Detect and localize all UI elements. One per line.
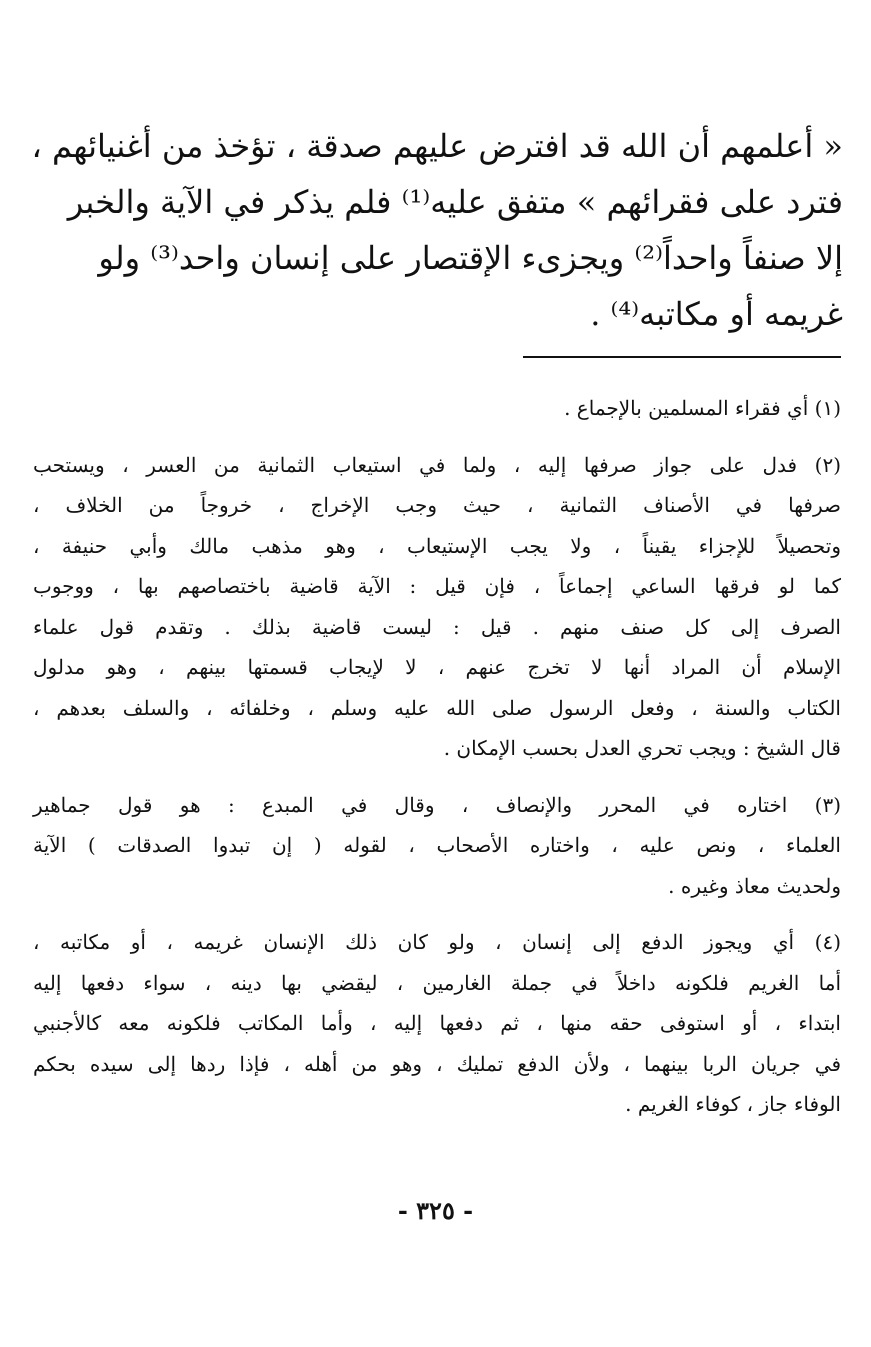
footnote-line: (٢) فدل على جواز صرفها إليه ، ولما في استيعاب الثمانية من العسر ، ويستحب xyxy=(33,452,841,477)
footnote-separator xyxy=(523,356,841,358)
footnote-3 xyxy=(33,785,841,907)
footnote-line: صرفها في الأصناف الثمانية ، حيث وجب الإخراج ، خروجاً من الخلاف ، xyxy=(33,493,841,517)
footnote-line: (٣) اختاره في المحرر والإنصاف ، وقال في المبدع : هو قول جماهير xyxy=(33,792,841,817)
footnote-line: ابتداء ، أو استوفى حقه منها ، ثم دفعها إليه ، وأما المكاتب فلكونه معه كالأجنبي xyxy=(33,1011,841,1035)
footnote-line: كما لو فرقها الساعي إجماعاً ، فإن قيل : الآية قاضية باختصاصهم بها ، ووجوب xyxy=(33,574,841,598)
footnotes xyxy=(33,388,841,1141)
footnote-line: في جريان الربا بينهما ، ولأن الدفع تمليك ، وهو من أهله ، فإذا ردها إلى سيده بحكم xyxy=(33,1051,841,1076)
main-text-line: غريمه أو مكاتبه⁽⁴⁾ . xyxy=(590,295,843,333)
footnote-line: ولحديث معاذ وغيره . xyxy=(668,873,841,898)
main-text xyxy=(31,118,843,342)
footnote-line: أما الغريم فلكونه داخلاً في جملة الغارمين ، ليقضي بها دينه ، سواء دفعها إليه xyxy=(33,970,841,995)
main-text-line: فترد على فقرائهم » متفق عليه⁽¹⁾ فلم يذكر في الآية والخبر xyxy=(67,183,843,221)
footnote-4 xyxy=(33,922,841,1125)
main-text-line: إلا صنفاً واحداً⁽²⁾ ويجزىء الإقتصار على إنسان واحد⁽³⁾ ولو xyxy=(98,239,843,277)
page-number: - ٣٢٥ - xyxy=(397,1196,474,1225)
footnote-line: الوفاء جاز ، كوفاء الغريم . xyxy=(625,1092,841,1116)
footnote-line: وتحصيلاً للإجزاء يقيناً ، ولا يجب الإستيعاب ، وهو مذهب مالك وأبي حنيفة ، xyxy=(33,533,841,558)
footnote-line: العلماء ، ونص عليه ، واختاره الأصحاب ، لقوله ( إن تبدوا الصدقات ) الآية xyxy=(33,833,841,857)
footnote-line: (٤) أي ويجوز الدفع إلى إنسان ، ولو كان ذلك الإنسان غريمه ، أو مكاتبه ، xyxy=(33,930,841,954)
footnote-2 xyxy=(33,445,841,769)
footnote-line: قال الشيخ : ويجب تحري العدل بحسب الإمكان . xyxy=(443,736,841,760)
footnote-line: (١) أي فقراء المسلمين بالإجماع . xyxy=(564,396,841,420)
main-text-line: « أعلمهم أن الله قد افترض عليهم صدقة ، تؤخذ من أغنيائهم ، xyxy=(31,127,843,165)
footnote-line: الكتاب والسنة ، وفعل الرسول صلى الله عليه وسلم ، وخلفائه ، والسلف بعدهم ، xyxy=(33,695,841,720)
footnote-line: الصرف إلى كل صنف منهم . قيل : ليست قاضية بذلك . وتقدم قول علماء xyxy=(33,614,841,639)
footnote-1 xyxy=(33,388,841,429)
footnote-line: الإسلام أن المراد أنها لا تخرج عنهم ، لا لإيجاب قسمتها بينهم ، وهو مدلول xyxy=(33,655,841,679)
